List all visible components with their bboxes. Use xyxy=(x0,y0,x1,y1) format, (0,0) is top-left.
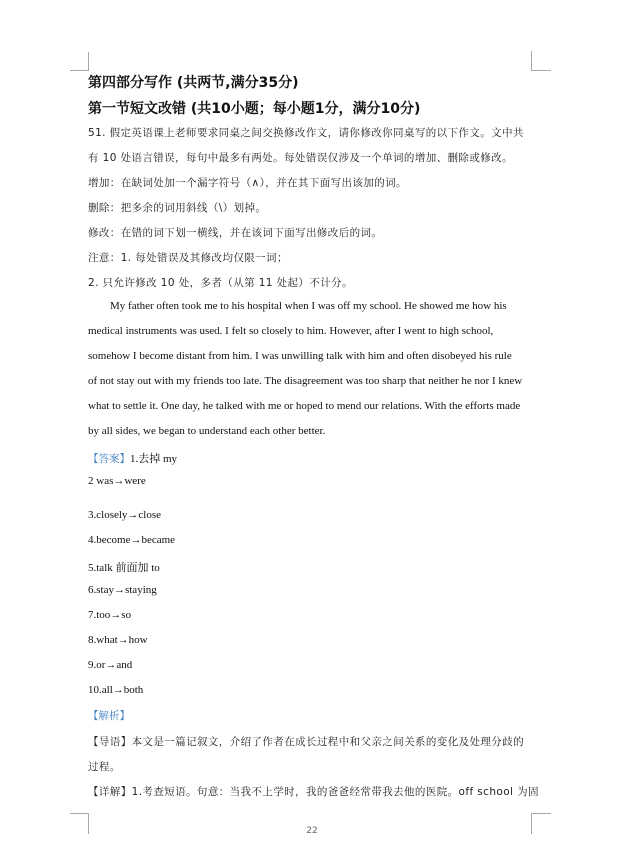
intro-text: 本文是一篇记叙文，介绍了作者在成长过程中和父亲之间关系的变化及处理分歧的 xyxy=(131,736,525,748)
answer-item: 8.what→how xyxy=(88,634,148,646)
passage-line: somehow I become distant from him. I was unwilling talk with him and often disobeyed his rule xyxy=(88,350,512,362)
answer-item: 5.talk 前面加 to xyxy=(88,562,160,574)
intro-line xyxy=(88,734,524,749)
detail-text: 1.考查短语。句意：当我不上学时，我的爸爸经常带我去他的医院。off school 为固 xyxy=(131,786,539,798)
page-number: 22 xyxy=(306,826,318,836)
section-heading: 第一节短文改错 (共10小题；每小题1分，满分10分) xyxy=(88,101,421,117)
answer-item: 7.too→so xyxy=(88,609,132,621)
answer-item: 3.closely→close xyxy=(88,509,162,521)
analysis-label: 【解析】 xyxy=(88,710,130,722)
passage-line: by all sides, we began to understand each other better. xyxy=(88,425,326,437)
answer-item: 2 was→were xyxy=(88,475,146,487)
instruction-line: 删除：把多余的词用斜线（\）划掉。 xyxy=(88,202,267,214)
passage-line: My father often took me to his hospital when I was off my school. He showed me how his xyxy=(110,300,507,312)
part-heading: 第四部分写作 (共两节,满分35分) xyxy=(88,75,299,91)
intro-label: 【导语】 xyxy=(88,736,132,748)
answer-label: 【答案】 xyxy=(88,453,130,465)
detail-label: 【详解】 xyxy=(88,786,132,798)
passage-line: medical instruments was used. I felt so closely to him. However, after I went to high school, xyxy=(88,325,494,337)
answer-item: 4.become→became xyxy=(88,534,176,546)
answer-item: 6.stay→staying xyxy=(88,584,157,596)
passage-line: of not stay out with my friends too late. The disagreement was too sharp that neither he nor I knew xyxy=(88,375,523,387)
intro-line: 过程。 xyxy=(88,761,121,773)
passage-line: what to settle it. One day, he talked with me or hoped to mend our relations. With the efforts made xyxy=(88,400,521,412)
instruction-line: 2. 只允许修改 10 处，多者（从第 11 处起）不计分。 xyxy=(88,277,353,289)
answer-item: 10.all→both xyxy=(88,684,144,696)
answer-text: 1.去掉 my xyxy=(130,453,178,465)
answer-item xyxy=(88,450,177,466)
instruction-line: 增加：在缺词处加一个漏字符号（∧），并在其下面写出该加的词。 xyxy=(88,177,407,189)
corner-mark-top-right xyxy=(531,51,551,71)
instruction-line: 51. 假定英语课上老师要求同桌之间交换修改作文，请你修改你同桌写的以下作文。文中共 xyxy=(88,127,524,139)
instruction-line: 注意：1. 每处错误及其修改均仅限一词； xyxy=(88,252,288,264)
instruction-line: 有 10 处语言错误，每句中最多有两处。每处错误仅涉及一个单词的增加、删除或修改。 xyxy=(88,152,513,164)
answer-item: 9.or→and xyxy=(88,659,133,671)
corner-mark-top-left xyxy=(70,52,89,71)
detail-line xyxy=(88,784,539,799)
instruction-line: 修改：在错的词下划一横线，并在该词下面写出修改后的词。 xyxy=(88,227,383,239)
